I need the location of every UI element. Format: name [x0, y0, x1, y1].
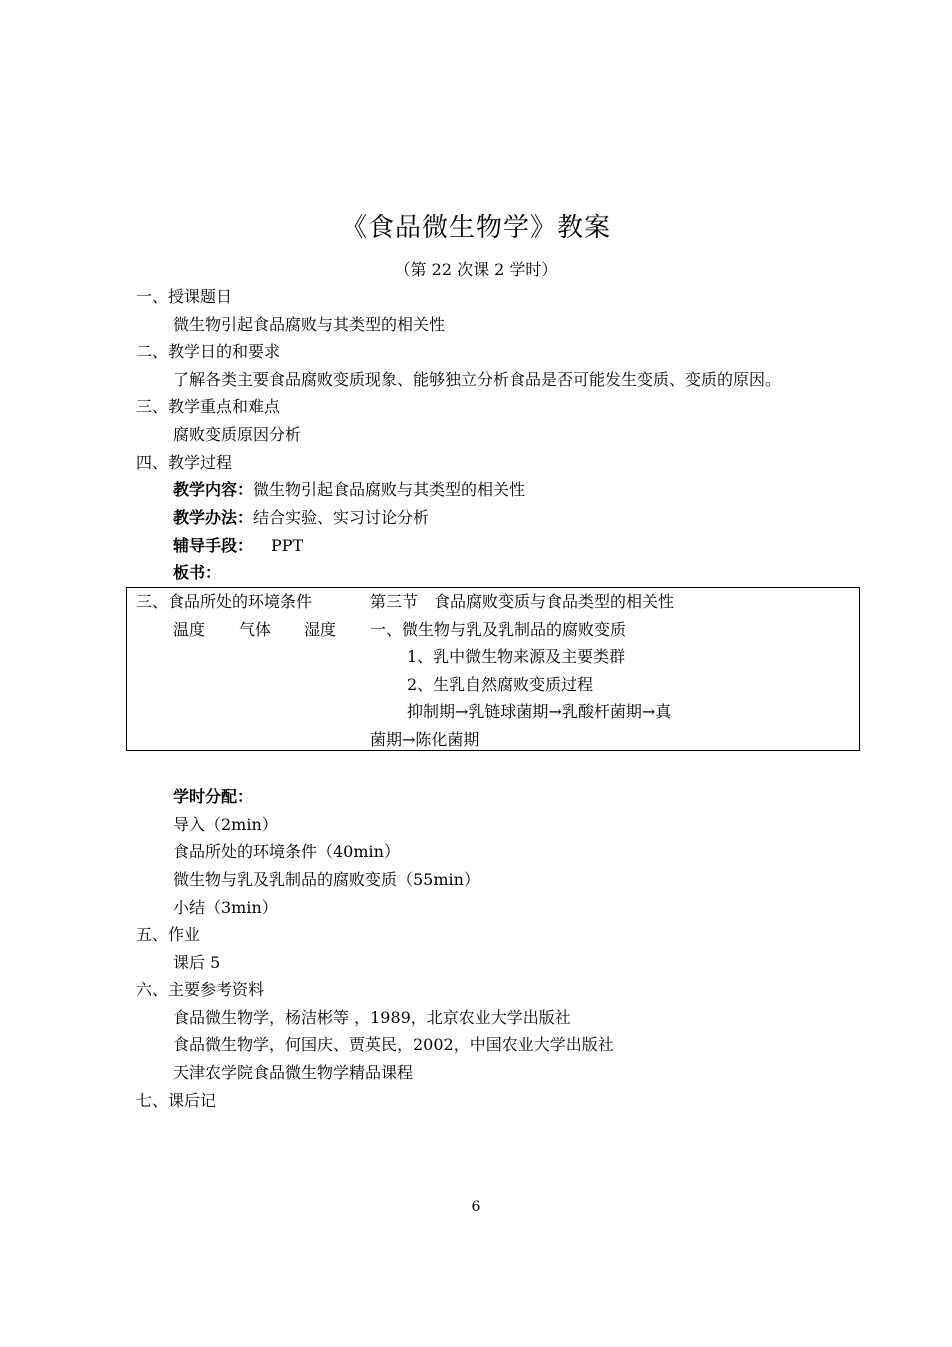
- homework-content: 课后 5: [173, 953, 221, 972]
- board-label: 板书：: [173, 563, 222, 582]
- section-4-heading: 四、教学过程: [136, 453, 233, 472]
- board-right-line-5: 抑制期→乳链球菌期→乳酸杆菌期→真: [407, 702, 672, 721]
- board-right-line-3: 1、乳中微生物来源及主要类群: [407, 647, 626, 666]
- time-allocation-item: 微生物与乳及乳制品的腐败变质（55min）: [173, 870, 480, 889]
- board-right-line-1: 第三节 食品腐败变质与食品类型的相关性: [370, 592, 675, 611]
- teaching-aid-row: [173, 534, 303, 558]
- page-subtitle: （第 22 次课 2 学时）: [394, 260, 558, 279]
- reference-item: 食品微生物学，杨洁彬等 ，1989，北京农业大学出版社: [173, 1008, 571, 1027]
- section-2-heading: 二、教学日的和要求: [136, 342, 281, 361]
- board-left-line-1: 三、食品所处的环境条件: [136, 592, 313, 611]
- teaching-content-row: [173, 478, 525, 502]
- page-number: 6: [471, 1199, 481, 1215]
- teaching-content-label: 教学内容：: [173, 480, 254, 499]
- section-2-content: 了解各类主要食品腐败变质现象、能够独立分析食品是否可能发生变质、变质的原因。: [173, 370, 782, 389]
- teaching-content-value: 微生物引起食品腐败与其类型的相关性: [253, 480, 526, 499]
- section-3-content: 腐败变质原因分析: [173, 425, 302, 444]
- section-3-heading: 三、教学重点和难点: [136, 397, 281, 416]
- page-title: 《食品微生物学》教案: [340, 213, 611, 243]
- reference-item: 食品微生物学，何国庆、贾英民，2002，中国农业大学出版社: [173, 1035, 614, 1054]
- board-left-temperature: 温度: [173, 620, 206, 639]
- board-right-line-2: 一、微生物与乳及乳制品的腐败变质: [370, 620, 627, 639]
- board-right-line-4: 2、生乳自然腐败变质过程: [407, 675, 594, 694]
- time-allocation-item: 导入（2min）: [173, 815, 278, 834]
- board-right-line-6: 菌期→陈化菌期: [370, 730, 480, 749]
- time-allocation-item: 小结（3min）: [173, 898, 278, 917]
- teaching-method-row: [173, 506, 429, 530]
- teaching-aid-value: PPT: [271, 536, 304, 555]
- board-left-gas: 气体: [239, 620, 272, 639]
- board-left-humidity: 湿度: [304, 620, 337, 639]
- reference-item: 天津农学院食品微生物学精品课程: [173, 1063, 414, 1082]
- homework-heading: 五、作业: [136, 925, 201, 944]
- section-1-heading: 一、授课题日: [136, 287, 233, 306]
- section-1-content: 微生物引起食品腐败与其类型的相关性: [173, 315, 446, 334]
- teaching-method-label: 教学办法：: [173, 508, 254, 527]
- time-allocation-item: 食品所处的环境条件（40min）: [173, 842, 400, 861]
- afterword-heading: 七、课后记: [136, 1091, 217, 1110]
- teaching-method-value: 结合实验、实习讨论分析: [253, 508, 430, 527]
- references-heading: 六、主要参考资料: [136, 980, 265, 999]
- teaching-aid-label: 辅导手段：: [173, 536, 254, 555]
- time-allocation-label: 学时分配：: [173, 787, 254, 806]
